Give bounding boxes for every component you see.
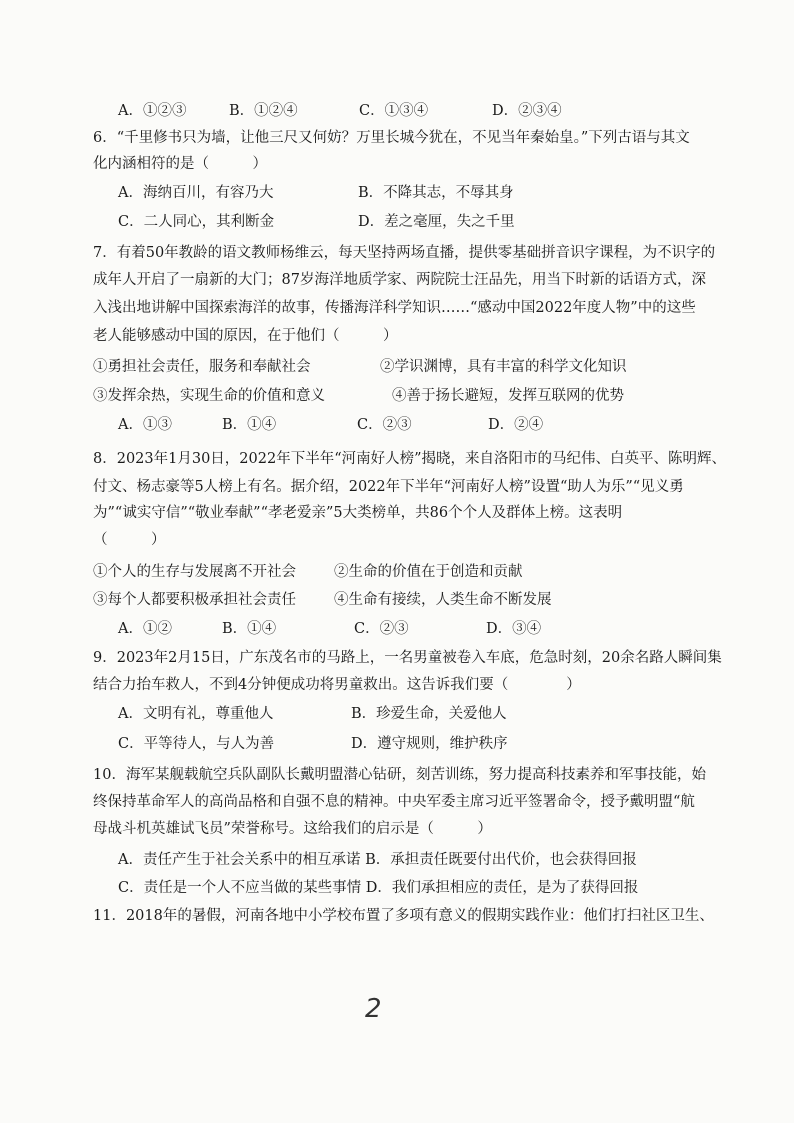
q8-stem-line: （ ） <box>93 532 166 548</box>
q8-option-c: C．②③ <box>354 621 409 637</box>
q7-option-a: A．①③ <box>118 417 172 433</box>
q8-stem-line: 为”“诚实守信”“敬业奉献”“孝老爱亲”5大类榜单，共86个个人及群体上榜。这表明 <box>93 505 623 521</box>
q8-option-b: B．①④ <box>222 621 277 637</box>
q8-statement-3: ③每个人都要积极承担社会责任 <box>93 592 296 608</box>
q7-stem-line: 入浅出地讲解中国探索海洋的故事，传播海洋科学知识……“感动中国2022年度人物”中的这些 <box>93 300 696 316</box>
q6-option-a: A．海纳百川，有容乃大 <box>118 185 274 201</box>
q7-statement-2: ②学识渊博，具有丰富的科学文化知识 <box>380 359 627 375</box>
q11-stem-line: 11．2018年的暑假，河南各地中小学校布置了多项有意义的假期实践作业：他们打扫社区卫生、 <box>93 908 714 924</box>
q8-statement-1: ①个人的生存与发展离不开社会 <box>93 564 296 580</box>
q7-stem-line: 成年人开启了一扇新的大门；87岁海洋地质学家、两院院士汪品先，用当下时新的话语方式，深 <box>93 272 706 288</box>
q7-statement-4: ④善于扬长避短，发挥互联网的优势 <box>392 388 624 404</box>
q8-stem-line: 付文、杨志豪等5人榜上有名。据介绍，2022年下半年“河南好人榜”设置“助人为乐”“见义勇 <box>93 479 684 495</box>
q7-option-c: C．②③ <box>357 417 412 433</box>
q9-option-d: D．遵守规则，维护秩序 <box>351 736 508 752</box>
q5-option-a: A．①②③ <box>118 103 187 119</box>
q5-option-b: B．①②④ <box>229 103 298 119</box>
q7-option-b: B．①④ <box>222 417 277 433</box>
q5-option-d: D．②③④ <box>492 103 562 119</box>
q6-option-b: B．不降其志，不辱其身 <box>358 185 514 201</box>
q10-option-ab: A．责任产生于社会关系中的相互承诺 B．承担责任既要付出代价，也会获得回报 <box>118 852 637 868</box>
q6-stem-line: 化内涵相符的是（ ） <box>93 156 267 172</box>
q6-option-d: D．差之毫厘，失之千里 <box>358 214 515 230</box>
q7-stem-line: 老人能够感动中国的原因，在于他们（ ） <box>93 328 398 344</box>
q10-stem-line: 母战斗机英雄试飞员”荣誉称号。这给我们的启示是（ ） <box>93 821 492 837</box>
q8-statement-2: ②生命的价值在于创造和贡献 <box>334 564 523 580</box>
q9-option-b: B．珍爱生命，关爱他人 <box>351 706 507 722</box>
page-number: 2 <box>365 994 382 1024</box>
q7-stem-line: 7．有着50年教龄的语文教师杨维云，每天坚持两场直播，提供零基础拼音识字课程，为不识字的 <box>93 245 716 261</box>
q9-stem-line: 9．2023年2月15日，广东茂名市的马路上，一名男童被卷入车底，危急时刻，20余名路人瞬间集 <box>93 650 722 666</box>
q7-statement-3: ③发挥余热，实现生命的价值和意义 <box>93 388 325 404</box>
q8-statement-4: ④生命有接续，人类生命不断发展 <box>334 592 552 608</box>
q8-stem-line: 8．2023年1月30日，2022年下半年“河南好人榜”揭晓，来自洛阳市的马纪伟、白英平、陈明辉、 <box>93 451 727 467</box>
q10-stem-line: 终保持革命军人的高尚品格和自强不息的精神。中央军委主席习近平签署命令，授予戴明盟“航 <box>93 794 695 810</box>
q9-option-a: A．文明有礼，尊重他人 <box>118 706 274 722</box>
q9-stem-line: 结合力抬车救人，不到4分钟便成功将男童救出。这告诉我们要（ ） <box>93 677 581 693</box>
q8-option-a: A．①② <box>118 621 172 637</box>
q8-option-d: D．③④ <box>486 621 542 637</box>
q7-statement-1: ①勇担社会责任，服务和奉献社会 <box>93 359 311 375</box>
q5-option-c: C．①③④ <box>359 103 429 119</box>
q7-option-d: D．②④ <box>488 417 544 433</box>
q10-stem-line: 10．海军某舰载航空兵队副队长戴明盟潜心钻研，刻苦训练，努力提高科技素养和军事技能，始 <box>93 767 706 783</box>
q9-option-c: C．平等待人，与人为善 <box>118 736 275 752</box>
q6-stem-line: 6．“千里修书只为墙，让他三尺又何妨？万里长城今犹在，不见当年秦始皇。”下列古语与其文 <box>93 130 690 146</box>
q6-option-c: C．二人同心，其利断金 <box>118 214 275 230</box>
q10-option-cd: C．责任是一个人不应当做的某些事情 D．我们承担相应的责任，是为了获得回报 <box>118 880 639 896</box>
